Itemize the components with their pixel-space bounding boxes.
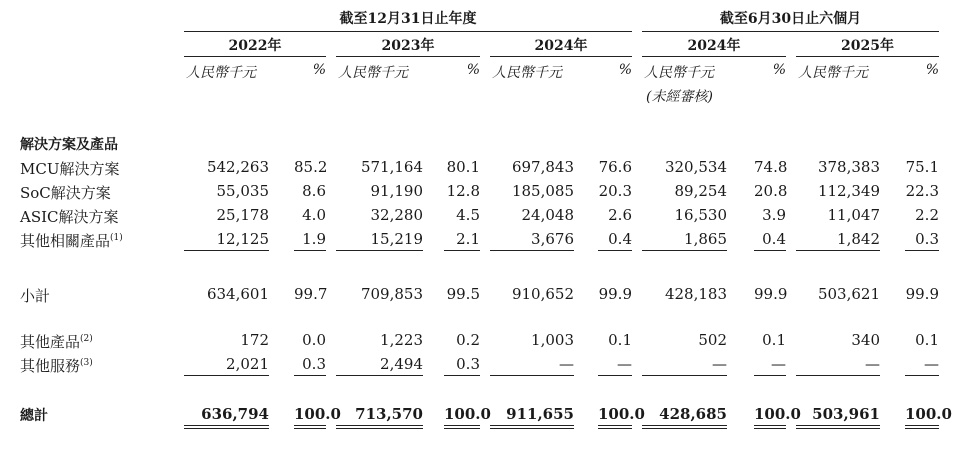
cell-subtotal-9: 99.9 (905, 285, 939, 303)
cell-soc-4: 185,085 (511, 182, 574, 200)
cell-asic-2: 32,280 (370, 206, 423, 224)
row-label-subtotal: 小計 (20, 287, 51, 305)
year-header-2024: 2024年 (534, 38, 588, 54)
cell-asic-5: 2.6 (608, 206, 632, 224)
cell-mcu-4: 697,843 (511, 158, 574, 176)
cell-mcu-6: 320,534 (664, 158, 727, 176)
cell-other-products-1: 0.0 (302, 331, 326, 349)
cell-other-related-4: 3,676 (490, 230, 574, 251)
row-label-asic: ASIC解決方案 (20, 208, 119, 226)
pct-header-2023: % (466, 62, 480, 78)
cell-other-products-5: 0.1 (608, 331, 632, 349)
group-header-six-months: 截至6月30日止六個月 (719, 11, 862, 27)
cell-other-services-4: — (490, 355, 574, 376)
cell-total-3: 100.0 (444, 405, 480, 429)
cell-other-services-7: — (754, 355, 786, 376)
cell-other-services-5: — (598, 355, 632, 376)
row-label-other-products: 其他產品$^{(2)}$ (20, 333, 93, 351)
cell-other-related-8: 1,842 (796, 230, 880, 251)
cell-subtotal-0: 634,601 (206, 285, 269, 303)
unit-header-2023: 人民幣千元 (338, 65, 408, 81)
cell-subtotal-2: 709,853 (360, 285, 423, 303)
cell-other-products-3: 0.2 (456, 331, 480, 349)
cell-other-services-9: — (905, 355, 939, 376)
pct-header-2024: % (618, 62, 632, 78)
cell-soc-8: 112,349 (817, 182, 880, 200)
pct-header-2025-h1: % (925, 62, 939, 78)
cell-mcu-7: 74.8 (754, 158, 788, 176)
pct-header-2024-h1: % (772, 62, 786, 78)
cell-asic-9: 2.2 (915, 206, 939, 224)
cell-soc-7: 20.8 (754, 182, 788, 200)
unit-header-2024-h1: 人民幣千元 (644, 65, 714, 81)
cell-subtotal-3: 99.5 (446, 285, 480, 303)
cell-soc-0: 55,035 (216, 182, 269, 200)
cell-asic-0: 25,178 (216, 206, 269, 224)
cell-other-services-1: 0.3 (294, 355, 326, 376)
cell-other-products-0: 172 (240, 331, 269, 349)
cell-asic-6: 16,530 (674, 206, 727, 224)
cell-soc-6: 89,254 (674, 182, 727, 200)
cell-total-4: 911,655 (490, 405, 574, 429)
unit-header-2025-h1: 人民幣千元 (798, 65, 868, 81)
cell-total-9: 100.0 (905, 405, 939, 429)
cell-asic-7: 3.9 (762, 206, 786, 224)
cell-total-1: 100.0 (294, 405, 326, 429)
year-rule-2025-h1 (796, 56, 939, 57)
cell-mcu-3: 80.1 (446, 158, 480, 176)
cell-other-services-8: — (796, 355, 880, 376)
cell-other-services-3: 0.3 (444, 355, 480, 376)
cell-other-related-0: 12,125 (184, 230, 269, 251)
unit-header-2024: 人民幣千元 (492, 65, 562, 81)
pct-header-2022: % (312, 62, 326, 78)
cell-other-related-9: 0.3 (905, 230, 939, 251)
cell-mcu-1: 85.2 (294, 158, 328, 176)
cell-soc-9: 22.3 (905, 182, 939, 200)
cell-subtotal-6: 428,183 (664, 285, 727, 303)
cell-total-6: 428,685 (642, 405, 727, 429)
cell-other-services-6: — (642, 355, 727, 376)
cell-asic-8: 11,047 (827, 206, 880, 224)
footnote-ref: (3) (80, 358, 93, 368)
cell-soc-5: 20.3 (598, 182, 632, 200)
cell-total-7: 100.0 (754, 405, 786, 429)
year-rule-2023 (336, 56, 480, 57)
cell-other-related-3: 2.1 (444, 230, 480, 251)
row-label-other-services: 其他服務$^{(3)}$ (20, 357, 93, 375)
cell-other-products-8: 340 (851, 331, 880, 349)
year-rule-2024 (490, 56, 632, 57)
cell-subtotal-7: 99.9 (754, 285, 788, 303)
cell-total-2: 713,570 (336, 405, 423, 429)
section-title: 解決方案及產品 (20, 137, 118, 153)
cell-other-services-0: 2,021 (184, 355, 269, 376)
group-header-full-year: 截至12月31日止年度 (339, 11, 477, 27)
cell-other-products-9: 0.1 (915, 331, 939, 349)
cell-other-related-2: 15,219 (336, 230, 423, 251)
row-label-mcu: MCU解決方案 (20, 160, 120, 178)
cell-subtotal-8: 503,621 (817, 285, 880, 303)
year-header-2025-h1: 2025年 (841, 38, 894, 54)
cell-asic-1: 4.0 (302, 206, 326, 224)
year-header-2024-h1: 2024年 (687, 38, 741, 54)
cell-other-related-7: 0.4 (754, 230, 786, 251)
cell-other-related-6: 1,865 (642, 230, 727, 251)
row-label-total: 總計 (20, 408, 48, 424)
cell-asic-4: 24,048 (521, 206, 574, 224)
cell-soc-1: 8.6 (302, 182, 326, 200)
cell-other-services-2: 2,494 (336, 355, 423, 376)
cell-mcu-0: 542,263 (206, 158, 269, 176)
cell-other-products-7: 0.1 (762, 331, 786, 349)
cell-subtotal-5: 99.9 (598, 285, 632, 303)
cell-soc-3: 12.8 (446, 182, 480, 200)
cell-total-8: 503,961 (796, 405, 880, 429)
year-rule-2022 (184, 56, 326, 57)
cell-total-0: 636,794 (184, 405, 269, 429)
cell-mcu-5: 76.6 (598, 158, 632, 176)
row-label-other-related: 其他相關產品$^{(1)}$ (20, 232, 123, 250)
cell-asic-3: 4.5 (456, 206, 480, 224)
cell-other-products-4: 1,003 (531, 331, 574, 349)
cell-other-related-1: 1.9 (294, 230, 326, 251)
unit-header-2022: 人民幣千元 (186, 65, 256, 81)
unaudited-note: (未經審核) (646, 89, 713, 105)
cell-other-products-2: 1,223 (380, 331, 423, 349)
year-rule-2024-h1 (642, 56, 786, 57)
group-rule-full-year (184, 31, 632, 32)
cell-other-related-5: 0.4 (598, 230, 632, 251)
footnote-ref: (1) (110, 233, 123, 243)
cell-subtotal-4: 910,652 (511, 285, 574, 303)
cell-total-5: 100.0 (598, 405, 632, 429)
cell-mcu-9: 75.1 (905, 158, 939, 176)
cell-subtotal-1: 99.7 (294, 285, 328, 303)
year-header-2022: 2022年 (228, 38, 282, 54)
year-header-2023: 2023年 (381, 38, 435, 54)
cell-soc-2: 91,190 (370, 182, 423, 200)
row-label-soc: SoC解決方案 (20, 184, 111, 202)
cell-other-products-6: 502 (698, 331, 727, 349)
cell-mcu-8: 378,383 (817, 158, 880, 176)
cell-mcu-2: 571,164 (360, 158, 423, 176)
group-rule-six-months (642, 31, 939, 32)
footnote-ref: (2) (80, 334, 93, 344)
